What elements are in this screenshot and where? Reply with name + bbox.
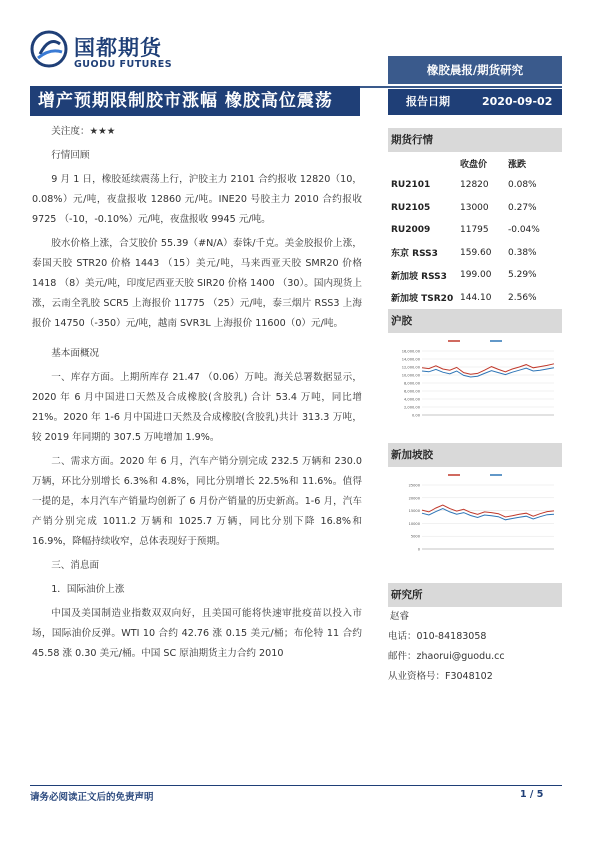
- research-contact: [388, 583, 562, 687]
- y-tick-label: 5000: [410, 534, 420, 539]
- sgx-chart-svg: [388, 467, 562, 577]
- report-title: 增产预期限制胶市涨幅 橡胶高位震荡: [30, 86, 360, 116]
- y-tick-label: 16,000.00: [401, 349, 420, 354]
- company-name-cn: 国都期货: [74, 36, 162, 60]
- y-tick-label: 15000: [408, 509, 420, 514]
- futures-heading: 期货行情: [388, 128, 562, 152]
- sidebar: [388, 128, 562, 687]
- contract-change: 5.29%: [508, 270, 537, 281]
- y-tick-label: 2,000.00: [403, 405, 420, 410]
- shfe-chart-svg: [388, 333, 562, 443]
- y-tick-label: 10,000.00: [401, 373, 420, 378]
- y-tick-label: 4,000.00: [403, 397, 420, 402]
- contract-name: 新加坡 TSR20: [391, 294, 454, 305]
- date-label: 报告日期: [406, 95, 450, 108]
- review-heading: 行情回顾: [51, 150, 90, 161]
- col-price-header: 收盘价: [460, 159, 488, 170]
- series-line: [422, 368, 554, 377]
- y-tick-label: 14,000.00: [401, 357, 420, 362]
- contract-name: 新加坡 RSS3: [391, 271, 447, 282]
- company-logo-icon: [30, 30, 68, 68]
- analyst-email[interactable]: 邮件：zhaorui@guodu.cc: [388, 651, 505, 662]
- shfe-chart: [388, 333, 562, 443]
- company-name-en: GUODU FUTURES: [74, 59, 173, 70]
- paragraph-spot: 胶水价格上涨，合艾胶价 55.39（#N/A）泰铢/千克。美金胶报价上涨，泰国天胶 STR20 价格 1443 （15）美元/吨，马来西亚天胶 SMR20 价格 1418 （8）美元/吨，印度尼西亚天胶 SIR20 价格 1400 （30）。国内现货上涨，云南全乳胶 SCR5 上海报价 11775 （25）元/吨，泰三烟片 RSS3 上海报价 14750（-350）元/吨，越南 SVR3L 上海报价 11600（0）元/吨。: [32, 238, 362, 329]
- footer-disclaimer: 请务必阅读正文后的免责声明: [30, 792, 154, 803]
- paragraph-market: 9 月 1 日，橡胶延续震荡上行，沪胶主力 2101 合约报收 12820（10，0.08%）元/吨，夜盘报收 12860 元/吨。INE20 号胶主力 2010 合约报收 9725 （-10，-0.10%）元/吨，夜盘报收 9945 元/吨。: [32, 174, 362, 225]
- analyst-phone: 电话：010-84183058: [388, 631, 487, 642]
- company-logo: [30, 28, 200, 78]
- main-text: [32, 122, 362, 664]
- contract-change: 0.27%: [508, 202, 537, 213]
- y-tick-label: 12,000.00: [401, 365, 420, 370]
- contract-change: -0.04%: [508, 225, 540, 236]
- contract-price: 144.10: [460, 292, 492, 303]
- report-category: 橡胶晨报/期货研究: [388, 56, 562, 84]
- attention-rating: 关注度：★★★: [51, 126, 116, 137]
- series-line: [422, 364, 554, 374]
- contract-price: 159.60: [460, 247, 492, 258]
- contract-price: 13000: [460, 202, 489, 213]
- table-row: [388, 242, 562, 265]
- contract-price: 12820: [460, 180, 489, 191]
- fundamentals-heading: 基本面概况: [51, 348, 100, 359]
- contract-name: 东京 RSS3: [391, 249, 438, 260]
- contract-price: 199.00: [460, 270, 492, 281]
- contract-name: RU2105: [391, 202, 431, 213]
- y-tick-label: 10000: [408, 521, 420, 526]
- sgx-chart: [388, 467, 562, 577]
- news-heading: 三、消息面: [51, 560, 100, 571]
- contract-change: 0.38%: [508, 247, 537, 258]
- report-date: [388, 89, 562, 115]
- paragraph-inventory: 一、库存方面。上期所库存 21.47 （0.06）万吨。海关总署数据显示，2020 年 6 月中国进口天然及合成橡胶(含胶乳) 合计 53.4 万吨，同比增 21%。2020 年 1-6 月中国进口天然及合成橡胶(含胶乳)共计 313.3 万吨，较 2019 年同期的 307.5 万吨增加 1.9%。: [32, 372, 362, 443]
- futures-table: [388, 152, 562, 309]
- date-value: 2020-09-02: [482, 95, 553, 108]
- paragraph-oil: 中国及美国制造业指数双双向好，且美国可能将快速审批疫苗以投入市场，国际油价反弹。WTI 10 合约 42.76 涨 0.15 美元/桶；布伦特 11 合约 45.58 涨 0.30 美元/桶。中国 SC 原油期货主力合约 2010: [32, 608, 362, 659]
- series-line: [422, 509, 554, 520]
- shfe-chart-heading: 沪胶: [388, 309, 562, 333]
- table-row: [388, 219, 562, 242]
- contract-change: 2.56%: [508, 292, 537, 303]
- page-number: 1 / 5: [520, 789, 544, 800]
- y-tick-label: 8,000.00: [403, 381, 420, 386]
- y-tick-label: 20000: [408, 496, 420, 501]
- table-row: [388, 197, 562, 220]
- news-subheading: 1．国际油价上涨: [51, 584, 125, 595]
- footer-rule: [30, 785, 562, 786]
- contract-change: 0.08%: [508, 180, 537, 191]
- y-tick-label: 25000: [408, 483, 420, 488]
- analyst-license: 从业资格号：F3048102: [388, 671, 493, 682]
- table-row: [388, 174, 562, 197]
- y-tick-label: 0: [417, 547, 420, 552]
- table-row: [388, 287, 562, 310]
- sgx-chart-heading: 新加坡胶: [388, 443, 562, 467]
- paragraph-demand: 二、需求方面。2020 年 6 月，汽车产销分别完成 232.5 万辆和 230.0 万辆，环比分别增长 6.3%和 4.8%，同比分别增长 22.5%和 11.6%。值得一提的是，本月汽车产销量均创新了 6 月份产销量的历史新高。1-6 月，汽车产销分别完成 1011.2 万辆和 1025.7 万辆，同比分别下降 16.8%和 16.9%，降幅持续收窄，总体表现好于预期。: [32, 456, 362, 547]
- table-row: [388, 264, 562, 287]
- contract-name: RU2009: [391, 225, 431, 236]
- research-heading: 研究所: [388, 583, 562, 607]
- y-tick-label: 6,000.00: [403, 389, 420, 394]
- contract-price: 11795: [460, 225, 489, 236]
- contract-name: RU2101: [391, 180, 431, 191]
- table-header-row: [388, 152, 562, 174]
- analyst-name: 赵睿: [390, 611, 410, 622]
- col-change-header: 涨跌: [508, 159, 527, 170]
- y-tick-label: 0.00: [411, 413, 420, 418]
